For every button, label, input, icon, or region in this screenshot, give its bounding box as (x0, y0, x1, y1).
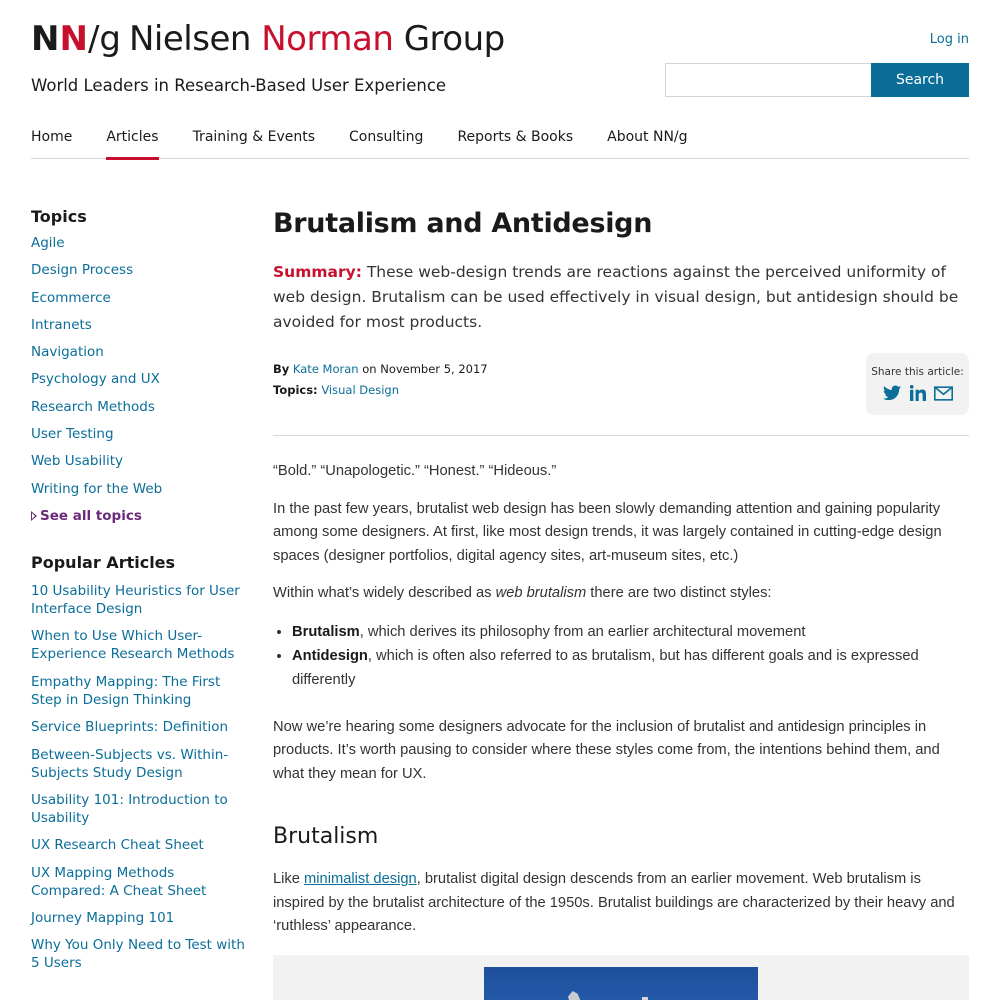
publish-date: on November 5, 2017 (358, 362, 488, 376)
p3-emphasis: web brutalism (495, 585, 587, 601)
search-button[interactable]: Search (871, 63, 969, 97)
nav-item-consulting[interactable]: Consulting (349, 129, 424, 145)
twitter-icon[interactable] (882, 383, 902, 403)
p3-text-before: Within what’s widely described as (273, 585, 496, 601)
article-paragraph: Now we’re hearing some designers advocate for the inclusion of brutalist and antidesign principles in products. It’s worth pausing to consider where these styles come from, the intentions behind them, and what they mean for UX. (273, 718, 940, 782)
list-term: Antidesign (292, 647, 368, 664)
article-paragraph: “Bold.” “Unapologetic.” “Honest.” “Hideous.” (273, 463, 557, 479)
logo-word-group: Group (403, 19, 505, 59)
p3-text-after: there are two distinct styles: (586, 585, 772, 601)
article-summary (273, 260, 969, 335)
logo-mark-slash: / (87, 19, 100, 59)
article-figure (273, 955, 969, 1000)
summary-label: Summary: (273, 263, 362, 281)
popular-article-link[interactable]: Why You Only Need to Test with 5 Users (31, 937, 245, 972)
nav-item-home[interactable]: Home (31, 129, 73, 145)
nav-item-articles[interactable]: Articles (106, 127, 158, 159)
article-title: Brutalism and Antidesign (273, 208, 653, 239)
topic-link-ecommerce[interactable]: Ecommerce (31, 289, 111, 306)
section-heading-brutalism: Brutalism (273, 824, 379, 849)
logo-wordmark (129, 19, 505, 59)
main-nav (31, 127, 969, 159)
triangle-right-icon (31, 511, 37, 521)
list-text: , which derives its philosophy from an earlier architectural movement (359, 623, 806, 640)
linkedin-icon[interactable] (908, 383, 928, 403)
share-box (866, 353, 969, 415)
building-shape (568, 991, 580, 1000)
site-logo[interactable] (31, 18, 505, 60)
topic-link-user-testing[interactable]: User Testing (31, 426, 114, 443)
topics-label: Topics: (273, 383, 318, 397)
topic-link-visual-design[interactable]: Visual Design (321, 383, 400, 397)
popular-article-link[interactable]: 10 Usability Heuristics for User Interface Design (31, 582, 240, 617)
p5-text-before: Like (273, 871, 305, 887)
by-label: By (273, 362, 290, 376)
nav-item-reports-books[interactable]: Reports & Books (457, 129, 574, 145)
list-text: , which is often also referred to as brutalism, but has different goals and is expressed differently (292, 647, 919, 688)
list-term: Brutalism (292, 623, 360, 640)
sidebar (31, 206, 246, 982)
minimalist-design-link[interactable]: minimalist design (304, 871, 417, 887)
logo-mark-n2: N (59, 19, 88, 59)
p5-text-after: , brutalist digital design descends from an earlier movement. Web brutalism is inspired by the brutalist architecture of the 1950s. Brutalist buildings are characterized by their heavy and ‘ruthless’ appearance. (273, 871, 955, 934)
popular-article-link[interactable]: UX Research Cheat Sheet (31, 837, 204, 854)
summary-text: These web-design trends are reactions against the perceived uniformity of web design. Brutalism can be used effectively in visual design, but antidesign should be avoided for most products. (273, 263, 959, 331)
topic-link-psychology-ux[interactable]: Psychology and UX (31, 371, 160, 388)
popular-article-link[interactable]: When to Use Which User-Experience Research Methods (31, 628, 235, 663)
meta-divider (273, 435, 969, 436)
topic-link-navigation[interactable]: Navigation (31, 344, 104, 361)
popular-article-link[interactable]: Usability 101: Introduction to Usability (31, 791, 228, 826)
share-icons (866, 383, 969, 403)
popular-article-link[interactable]: Journey Mapping 101 (31, 910, 175, 927)
article (273, 206, 969, 939)
topic-link-agile[interactable]: Agile (31, 235, 65, 251)
article-paragraph (273, 582, 969, 606)
nav-item-training-events[interactable]: Training & Events (192, 129, 316, 145)
styles-list (273, 620, 969, 692)
site-tagline: World Leaders in Research-Based User Experience (31, 76, 447, 95)
email-icon[interactable] (934, 383, 954, 403)
article-paragraph: In the past few years, brutalist web design has been slowly demanding attention and gaining popularity among some designers. At first, like most design trends, it was largely contained in cutting-edge design spaces (designer portfolios, digital agency sites, art-museum sites, etc.) (273, 500, 942, 564)
topics-heading: Topics (31, 207, 87, 226)
topic-link-writing-web[interactable]: Writing for the Web (31, 480, 163, 497)
popular-articles-heading: Popular Articles (31, 552, 176, 572)
topic-link-intranets[interactable]: Intranets (31, 316, 92, 333)
logo-word-nielsen: Nielsen (129, 19, 251, 59)
list-item (292, 644, 969, 692)
article-topics (273, 380, 969, 401)
topic-link-research-methods[interactable]: Research Methods (31, 398, 155, 415)
logo-mark-g: g (99, 19, 121, 59)
see-all-topics-label: See all topics (40, 507, 142, 524)
see-all-topics-link[interactable] (31, 507, 246, 525)
brutalist-building-image (484, 967, 758, 1000)
logo-word-norman: Norman (261, 19, 394, 59)
popular-article-link[interactable]: Empathy Mapping: The First Step in Design Thinking (31, 673, 221, 708)
search-bar (665, 63, 969, 97)
logo-mark-n1: N (31, 19, 60, 59)
article-paragraph (273, 868, 969, 939)
topic-link-design-process[interactable]: Design Process (31, 262, 134, 279)
byline (273, 359, 969, 380)
search-input[interactable] (665, 63, 871, 97)
logo-mark (31, 19, 121, 59)
nav-item-about[interactable]: About NN/g (607, 129, 688, 145)
topic-link-web-usability[interactable]: Web Usability (31, 453, 124, 470)
login-link[interactable]: Log in (929, 32, 969, 47)
author-link[interactable]: Kate Moran (292, 362, 359, 376)
popular-article-link[interactable]: Between-Subjects vs. Within-Subjects Study Design (31, 746, 229, 781)
list-item (292, 620, 969, 644)
article-meta (273, 359, 969, 421)
popular-article-link[interactable]: UX Mapping Methods Compared: A Cheat Sheet (31, 864, 207, 899)
popular-article-link[interactable]: Service Blueprints: Definition (31, 719, 229, 736)
share-label: Share this article: (871, 366, 964, 378)
